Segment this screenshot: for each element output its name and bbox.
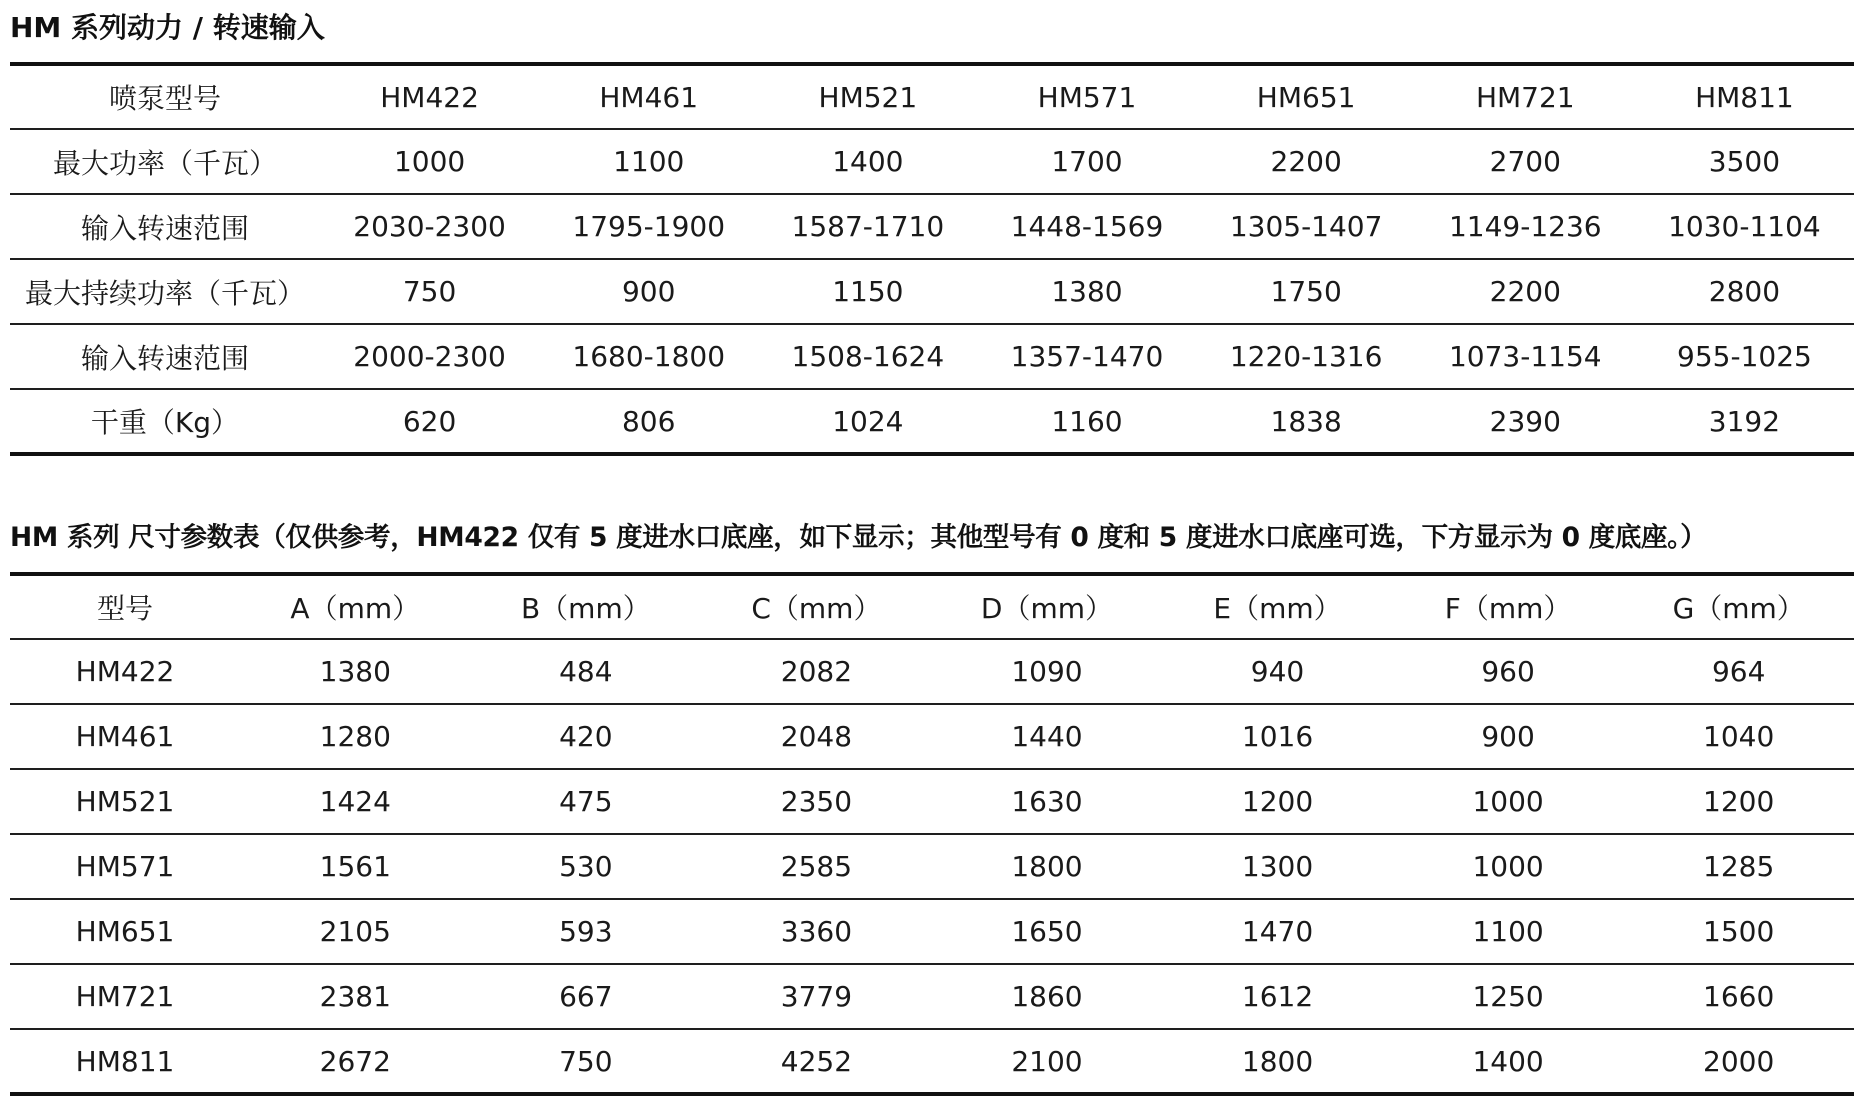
table-cell: 2585 [701,834,932,899]
table-cell: 2105 [240,899,471,964]
table-cell: 1800 [1162,1029,1393,1094]
power-speed-section-title: HM 系列动力 / 转速输入 [10,11,325,44]
column-header: E（mm） [1162,574,1393,639]
column-header: D（mm） [932,574,1163,639]
table-cell: 475 [471,769,702,834]
table-cell: 750 [320,259,539,324]
table-cell: 1000 [320,129,539,194]
column-header: 型号 [10,574,240,639]
table-cell: 1587-1710 [758,194,977,259]
model-header: HM651 [1197,64,1416,129]
table-cell: 1040 [1623,704,1854,769]
table-cell: HM422 [10,639,240,704]
table-cell: 1508-1624 [758,324,977,389]
table-cell: HM811 [10,1029,240,1094]
column-header: A（mm） [240,574,471,639]
table-cell: 2800 [1635,259,1854,324]
table-row [10,129,1854,194]
table-cell: 1630 [932,769,1163,834]
table-cell: 2381 [240,964,471,1029]
table-cell: 593 [471,899,702,964]
table-cell: 1220-1316 [1197,324,1416,389]
table-row [10,834,1854,899]
model-header: HM811 [1635,64,1854,129]
model-header: HM521 [758,64,977,129]
table-cell: 1200 [1162,769,1393,834]
dimensions-table [10,572,1854,1096]
table-cell: 1424 [240,769,471,834]
table-cell: 1100 [539,129,758,194]
table-cell: HM521 [10,769,240,834]
table-cell: 1000 [1393,769,1624,834]
table-cell: HM651 [10,899,240,964]
table-cell: 2350 [701,769,932,834]
table-cell: 1250 [1393,964,1624,1029]
table-cell: 1400 [1393,1029,1624,1094]
table-cell: 1838 [1197,389,1416,454]
table-cell: 1561 [240,834,471,899]
table-cell: 2082 [701,639,932,704]
table-cell: 3192 [1635,389,1854,454]
table-header-row [10,574,1854,639]
table-cell: 3500 [1635,129,1854,194]
table-cell: 1000 [1393,834,1624,899]
table-cell: 1448-1569 [977,194,1196,259]
column-header: C（mm） [701,574,932,639]
table-row [10,639,1854,704]
table-row [10,259,1854,324]
table-cell: HM721 [10,964,240,1029]
table-cell: 2030-2300 [320,194,539,259]
table-cell: 620 [320,389,539,454]
table-cell: 1160 [977,389,1196,454]
table-cell: 2700 [1416,129,1635,194]
table-cell: 1100 [1393,899,1624,964]
table-cell: 420 [471,704,702,769]
table-cell: 1470 [1162,899,1393,964]
table-cell: 1300 [1162,834,1393,899]
table-cell: 1200 [1623,769,1854,834]
table-cell: 3360 [701,899,932,964]
table-cell: 1024 [758,389,977,454]
column-header: B（mm） [471,574,702,639]
table-cell: 1650 [932,899,1163,964]
table-row [10,1029,1854,1094]
table-cell: 2390 [1416,389,1635,454]
table-cell: 900 [1393,704,1624,769]
table-cell: 1800 [932,834,1163,899]
header-label: 喷泵型号 [10,64,320,129]
table-cell: 667 [471,964,702,1029]
table-cell: 2200 [1416,259,1635,324]
table-cell: 940 [1162,639,1393,704]
table-cell: 1612 [1162,964,1393,1029]
table-cell: 955-1025 [1635,324,1854,389]
model-header: HM461 [539,64,758,129]
table-cell: 1149-1236 [1416,194,1635,259]
row-label: 输入转速范围 [10,324,320,389]
table-row [10,389,1854,454]
table-cell: 1285 [1623,834,1854,899]
table-cell: HM571 [10,834,240,899]
table-cell: 964 [1623,639,1854,704]
table-cell: HM461 [10,704,240,769]
table-cell: 900 [539,259,758,324]
table-row [10,324,1854,389]
table-cell: 1090 [932,639,1163,704]
table-row [10,769,1854,834]
table-cell: 4252 [701,1029,932,1094]
table-header-row [10,64,1854,129]
table-cell: 3779 [701,964,932,1029]
table-cell: 960 [1393,639,1624,704]
table-cell: 1016 [1162,704,1393,769]
table-cell: 1030-1104 [1635,194,1854,259]
power-speed-table [10,62,1854,456]
table-cell: 1380 [977,259,1196,324]
table-cell: 1795-1900 [539,194,758,259]
model-header: HM721 [1416,64,1635,129]
table-cell: 1150 [758,259,977,324]
table-row [10,704,1854,769]
table-cell: 1280 [240,704,471,769]
table-cell: 1380 [240,639,471,704]
row-label: 最大持续功率（千瓦） [10,259,320,324]
table-cell: 1357-1470 [977,324,1196,389]
table-cell: 1400 [758,129,977,194]
table-row [10,899,1854,964]
table-cell: 484 [471,639,702,704]
table-cell: 2200 [1197,129,1416,194]
model-header: HM422 [320,64,539,129]
table-cell: 1500 [1623,899,1854,964]
row-label: 输入转速范围 [10,194,320,259]
table-cell: 2048 [701,704,932,769]
column-header: F（mm） [1393,574,1624,639]
dimensions-section-title: HM 系列 尺寸参数表（仅供参考，HM422 仅有 5 度进水口底座，如下显示；其他型号有 0 度和 5 度进水口底座可选，下方显示为 0 度底座。） [10,522,1707,553]
table-cell: 1073-1154 [1416,324,1635,389]
column-header: G（mm） [1623,574,1854,639]
table-cell: 1860 [932,964,1163,1029]
table-cell: 806 [539,389,758,454]
table-cell: 530 [471,834,702,899]
table-row [10,964,1854,1029]
table-cell: 1660 [1623,964,1854,1029]
table-cell: 2100 [932,1029,1163,1094]
table-cell: 1700 [977,129,1196,194]
row-label: 干重（Kg） [10,389,320,454]
table-cell: 1305-1407 [1197,194,1416,259]
table-cell: 2000 [1623,1029,1854,1094]
table-cell: 2000-2300 [320,324,539,389]
table-cell: 2672 [240,1029,471,1094]
table-cell: 750 [471,1029,702,1094]
table-cell: 1440 [932,704,1163,769]
table-row [10,194,1854,259]
table-cell: 1680-1800 [539,324,758,389]
table-cell: 1750 [1197,259,1416,324]
model-header: HM571 [977,64,1196,129]
row-label: 最大功率（千瓦） [10,129,320,194]
